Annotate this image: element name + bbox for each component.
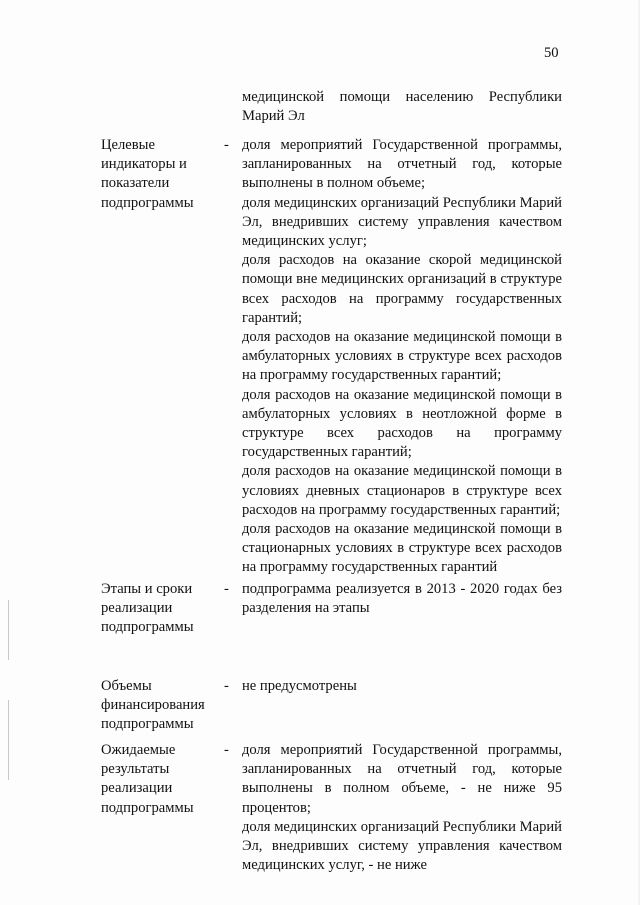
row-label: Объемы финансирования подпрограммы — [101, 678, 205, 733]
scan-artifact — [8, 700, 9, 780]
content-paragraph: доля медицинских организаций Республики Марий Эл, внедривших систему управления качеством медицинских услуг, - не ниже — [242, 818, 562, 874]
content-paragraph: доля расходов на оказание медицинской помощи в амбулаторных условиях в структуре всех расходов на программу государственных гарантий; — [242, 329, 562, 384]
row-dash: - — [224, 678, 229, 694]
content-paragraph: доля расходов на оказание медицинской помощи в стационарных условиях в структуре всех расходов на программу государственных гарантий — [242, 521, 562, 576]
row-dash: - — [224, 581, 229, 597]
content-paragraph: доля расходов на оказание медицинской помощи в амбулаторных условиях в неотложной форме в структуре всех расходов на программу государственных гарантий; — [242, 386, 562, 461]
row-content — [242, 580, 562, 618]
row-content — [242, 136, 562, 578]
row-dash: - — [224, 742, 229, 758]
continuation-text: медицинской помощи населению Республики Марий Эл — [242, 89, 562, 125]
content-paragraph: доля мероприятий Государственной программы, запланированных на отчетный год, которые выполнены в полном объеме; — [242, 137, 562, 192]
content-paragraph: доля расходов на оказание медицинской помощи в условиях дневных стационаров в структуре всех расходов на программу государственных гарантий; — [242, 463, 562, 518]
row-content — [242, 741, 562, 875]
row-label: Этапы и сроки реализации подпрограммы — [101, 581, 194, 636]
content-paragraph: доля мероприятий Государственной программы, запланированных на отчетный год, которые выполнены в полном объеме, - не ниже 95 процентов; — [242, 742, 562, 816]
row-label: Ожидаемые результаты реализации подпрограммы — [101, 742, 194, 816]
page-number: 50 — [544, 45, 559, 61]
row-content — [242, 677, 562, 696]
content-paragraph: доля медицинских организаций Республики Марий Эл, внедривших систему управления качеством медицинских услуг; — [242, 194, 562, 250]
content-paragraph: не предусмотрены — [242, 678, 357, 694]
row-label: Целевые индикаторы и показатели подпрограммы — [101, 137, 194, 211]
content-paragraph: подпрограмма реализуется в 2013 - 2020 годах без разделения на этапы — [242, 581, 562, 617]
content-paragraph: доля расходов на оказание скорой медицинской помощи вне медицинских организаций в структуре всех расходов на программу государственных гарантий; — [242, 252, 562, 326]
row-dash: - — [224, 137, 229, 153]
scan-artifact — [8, 600, 9, 660]
